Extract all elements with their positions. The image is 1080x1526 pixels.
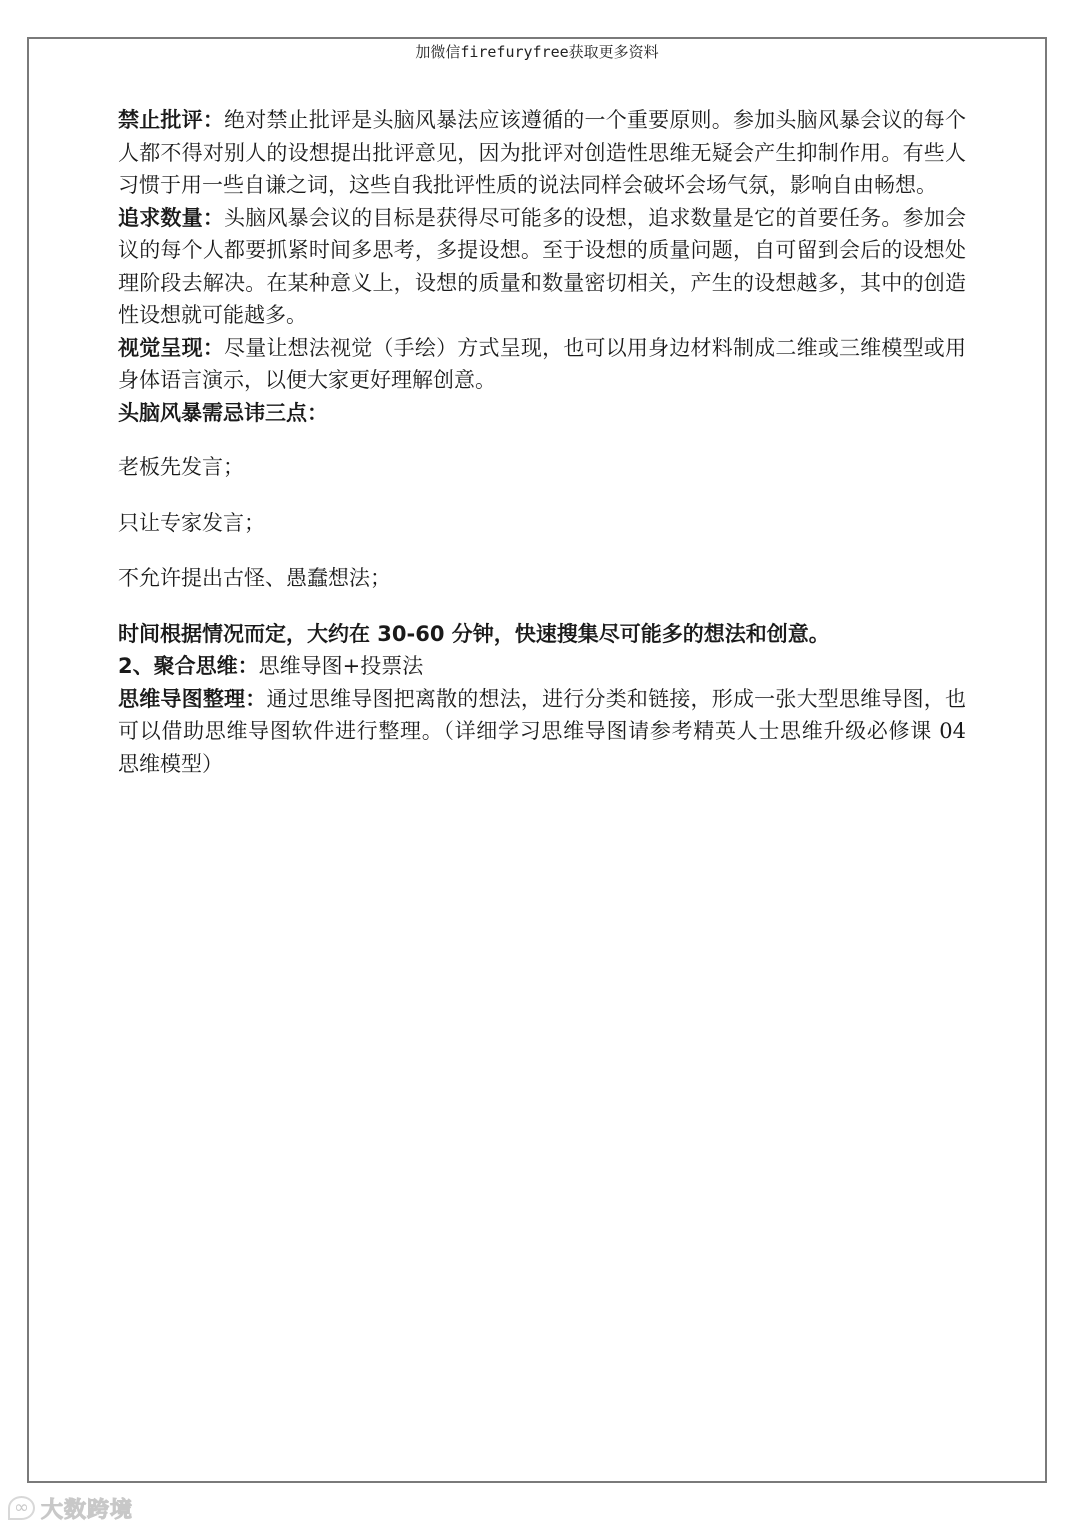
speech-bubble-icon: ∞ bbox=[8, 1496, 35, 1520]
paragraph-convergent-thinking bbox=[118, 650, 966, 683]
paragraph-no-criticism bbox=[118, 104, 966, 202]
header-note: 加微信firefuryfree获取更多资料 bbox=[415, 43, 659, 61]
paragraph-lead: 视觉呈现： bbox=[118, 335, 225, 360]
document-body bbox=[118, 104, 966, 780]
taboo-item: 老板先发言； bbox=[118, 455, 244, 479]
taboo-heading: 头脑风暴需忌讳三点： bbox=[118, 400, 328, 425]
paragraph-pursue-quantity bbox=[118, 202, 966, 332]
watermark bbox=[8, 1490, 133, 1526]
paragraph-lead: 2、聚合思维： bbox=[118, 654, 259, 678]
taboo-item: 不允许提出古怪、愚蠢想法； bbox=[118, 566, 391, 590]
paragraph-text: 尽量让想法视觉（手绘）方式呈现，也可以用身边材料制成二维或三维模型或用身体语言演示，以便大家更好理解创意。 bbox=[118, 335, 967, 392]
paragraph-lead: 禁止批评： bbox=[118, 108, 225, 132]
time-note: 时间根据情况而定，大约在 30-60 分钟，快速搜集尽可能多的想法和创意。 bbox=[118, 621, 830, 646]
paragraph-text: 通过思维导图把离散的想法，进行分类和链接，形成一张大型思维导图，也可以借助思维导图软件进行整理。（详细学习思维导图请参考精英人士思维升级必修课 04 思维模型） bbox=[118, 686, 966, 776]
paragraph-mindmap bbox=[118, 683, 966, 781]
watermark-text: 大数跨境 bbox=[41, 1497, 134, 1523]
paragraph-lead: 思维导图整理： bbox=[118, 686, 267, 711]
paragraph-lead: 追求数量： bbox=[118, 205, 225, 230]
paragraph-text: 头脑风暴会议的目标是获得尽可能多的设想，追求数量是它的首要任务。参加会议的每个人都要抓紧时间多思考，多提设想。至于设想的质量问题，自可留到会后的设想处理阶段去解决。在某种意义上，设想的质量和数量密切相关，产生的设想越多，其中的创造性设想就可能越多。 bbox=[118, 205, 967, 327]
paragraph-text: 绝对禁止批评是头脑风暴法应该遵循的一个重要原则。参加头脑风暴会议的每个人都不得对别人的设想提出批评意见，因为批评对创造性思维无疑会产生抑制作用。有些人习惯于用一些自谦之词，这些自我批评性质的说法同样会破坏会场气氛，影响自由畅想。 bbox=[118, 108, 967, 197]
paragraph-text: 思维导图+投票法 bbox=[258, 654, 424, 678]
taboo-item: 只让专家发言； bbox=[118, 510, 265, 535]
paragraph-visual-presentation bbox=[118, 332, 966, 397]
